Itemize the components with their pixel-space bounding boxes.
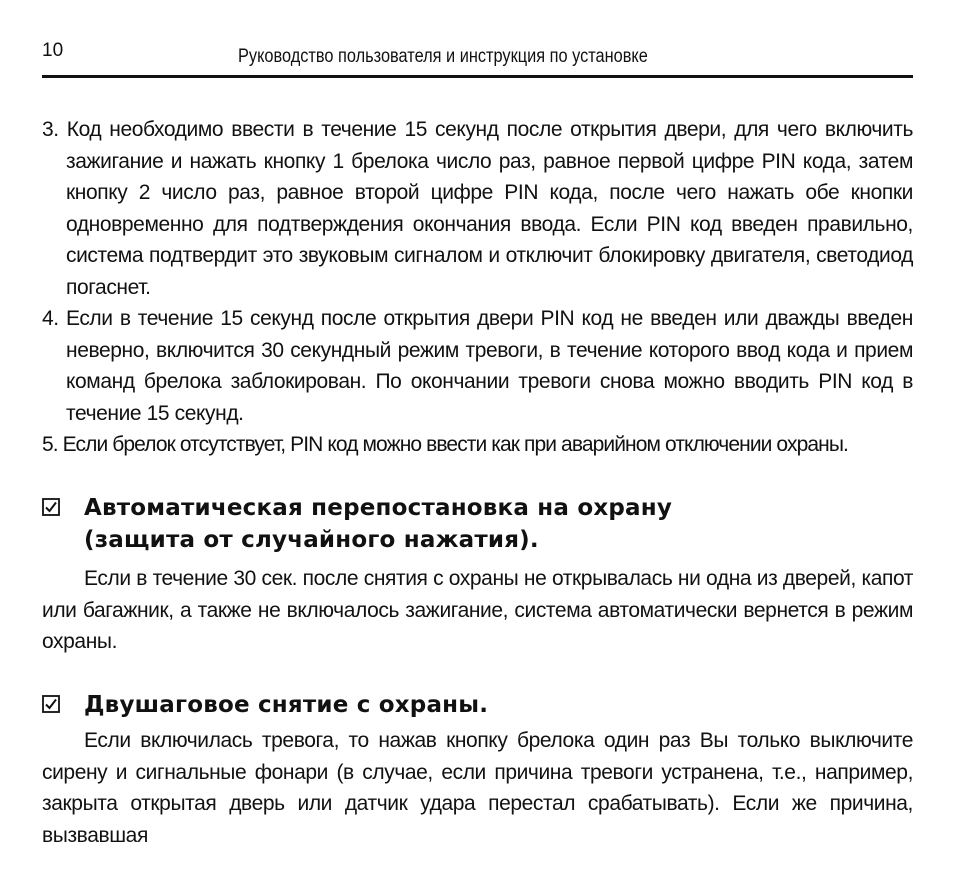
section-heading-line: Двушаговое снятие с охраны. xyxy=(84,692,489,718)
list-item-number: 4. xyxy=(42,307,59,330)
section-heading-auto-rearm xyxy=(42,492,672,556)
list-item xyxy=(42,303,913,429)
list-item-number: 5. xyxy=(42,433,58,456)
section-heading-line: Автоматическая перепостановка на охрану xyxy=(84,495,673,521)
section-heading-two-step-disarm xyxy=(42,689,488,721)
header-divider xyxy=(42,75,913,78)
numbered-list xyxy=(42,114,913,461)
page-number: 10 xyxy=(42,40,64,61)
list-item-text: Если брелок отсутствует, PIN код можно ввести как при аварийном отключении охраны. xyxy=(62,433,848,456)
list-item-number: 3. xyxy=(42,118,59,141)
list-item xyxy=(42,429,913,461)
section-paragraph: Если включилась тревога, то нажав кнопку брелока один раз Вы только выключите сирену и сигнальные фонари (в случае, если причина тревоги устранена, т.е., например, закрыта открытая дверь или датчик удара перестал срабатывать). Если же причина, вызвавшая xyxy=(42,729,913,847)
checkbox-checked-icon xyxy=(42,498,60,516)
running-header-title: Руководство пользователя и инструкция по установке xyxy=(238,46,648,67)
section-heading-line: (защита от случайного нажатия). xyxy=(84,527,539,553)
list-item xyxy=(42,114,913,303)
checkbox-checked-icon xyxy=(42,695,60,713)
list-item-text: Код необходимо ввести в течение 15 секунд после открытия двери, для чего включить зажигание и нажать кнопку 1 брелока число раз, равное первой цифре PIN кода, затем кнопку 2 число раз, равное второй цифре PIN кода, после чего нажать обе кнопки одновременно для подтверждения окончания ввода. Если PIN код введен правильно, система подтвердит это звуковым сигналом и отключит блокировку двигателя, светодиод погаснет. xyxy=(66,118,914,299)
list-item-text: Если в течение 15 секунд после открытия двери PIN код не введен или дважды введен неверно, включится 30 секундный режим тревоги, в течение которого ввод кода и прием команд брелока заблокирован. По окончании тревоги снова можно вводить PIN код в течение 15 секунд. xyxy=(65,307,913,425)
section-paragraph: Если в течение 30 сек. после снятия с охраны не открывалась ни одна из дверей, капот или багажник, а также не включалось зажигание, система автоматически вернется в режим охраны. xyxy=(42,567,913,653)
